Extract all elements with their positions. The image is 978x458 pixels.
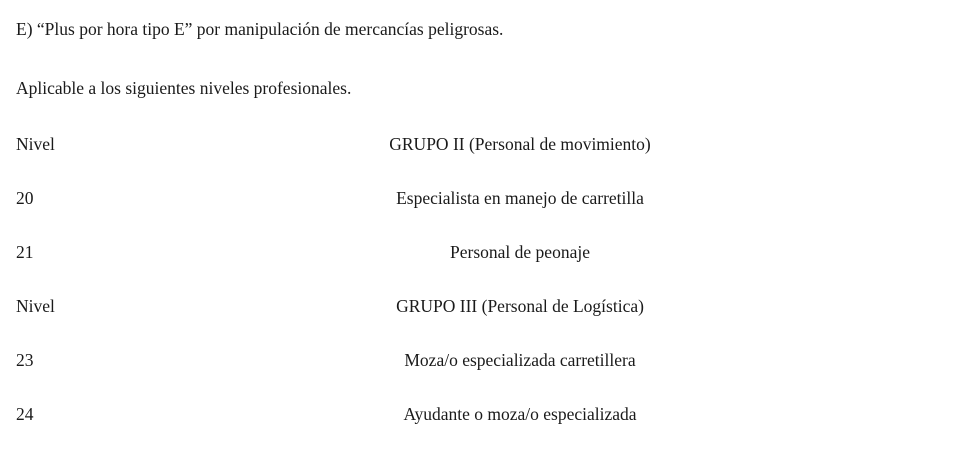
table-cell-description: Ayudante o moza/o especializada (403, 403, 637, 424)
table-row (0, 404, 978, 458)
table-cell-description: GRUPO III (Personal de Logística) (396, 295, 644, 316)
table-cell-description: Especialista en manejo de carretilla (396, 187, 644, 208)
table-row (0, 350, 978, 404)
table-cell-level: 20 (16, 187, 34, 208)
table-cell-level: Nivel (16, 133, 55, 154)
table-cell-level: 23 (16, 349, 34, 370)
table-cell-description: Moza/o especializada carretillera (404, 349, 636, 370)
table-row (0, 296, 978, 350)
table-row (0, 134, 978, 188)
table-cell-level: Nivel (16, 295, 55, 316)
table-row (0, 188, 978, 242)
paragraph-plus-tipo-e: E) “Plus por hora tipo E” por manipulación de mercancías peligrosas. (16, 19, 504, 39)
levels-table (0, 134, 978, 458)
table-cell-level: 24 (16, 403, 34, 424)
table-cell-description: GRUPO II (Personal de movimiento) (389, 133, 651, 154)
table-cell-description: Personal de peonaje (450, 241, 590, 262)
paragraph-aplicable: Aplicable a los siguientes niveles profesionales. (16, 77, 352, 98)
table-row (0, 242, 978, 296)
table-cell-level: 21 (16, 241, 34, 262)
